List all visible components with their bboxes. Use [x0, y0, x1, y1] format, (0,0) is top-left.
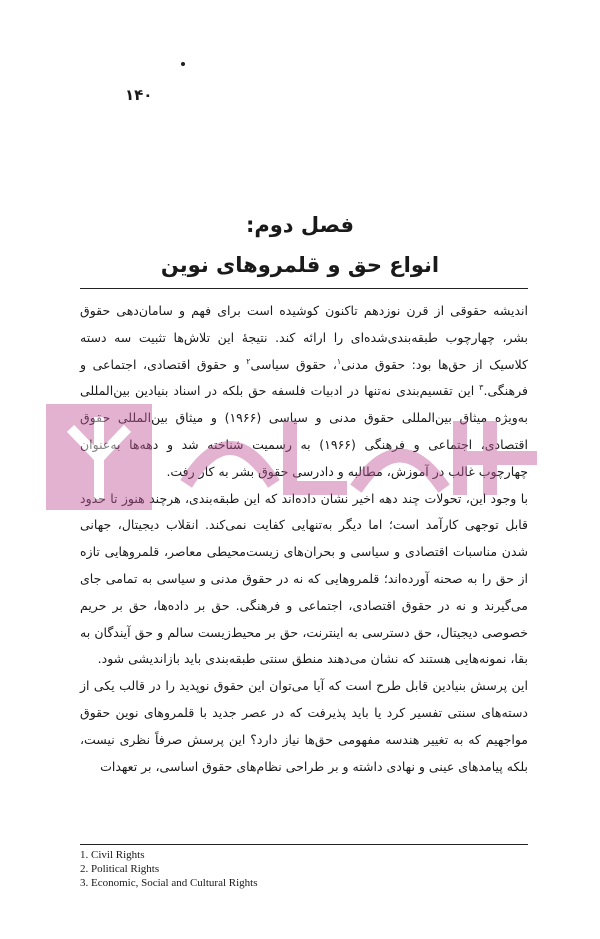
- footnote-ref-3: ۳: [479, 383, 484, 393]
- chapter-label: فصل دوم:: [245, 213, 355, 237]
- page-number: ۱۴۰: [125, 86, 153, 104]
- chapter-heading: [0, 208, 600, 282]
- heading-divider: [80, 288, 528, 289]
- footnotes: [80, 848, 528, 890]
- footnote-ref-2: ۲: [246, 356, 251, 366]
- footnote-ref-1: ۱: [336, 356, 342, 366]
- footnote-3: 3. Economic, Social and Cultural Rights: [80, 877, 258, 889]
- footnote-divider: [80, 844, 528, 845]
- paragraph-3: این پرسش بنیادین قابل طرح است که آیا می‌توان این حقوق نوپدید را در قالب یکی از دسته‌های سنتی تفسیر کرد یا باید پذیرفت که در عصر جدید با قلمروهای نوین حقوق مواجهیم که به تغییر هندسه مفهومی حق‌ها نیاز دارد؟ این پرسش صرفاً نظری نیست، بلکه پیامدهای عینی و نهادی داشته و بر طراحی نظام‌های حقوق اساسی، بر تعهدات: [80, 678, 528, 774]
- paragraph-1: اندیشه حقوقی از قرن نوزدهم تاکنون کوشیده است برای فهم و سامان‌دهی حقوق بشر، چهارچوب طبقه‌بندی‌شده‌ای را ارائه کند. نتیجهٔ این تلاش‌ها تثبیت سه دسته کلاسیک از حق‌ها بود: حقوق مدنی$^۱$، حقوق سیاسی$^۲$ و حقوق اقتصادی، اجتماعی و فرهنگی.$^۳$ این تقسیم‌بندی نه‌تنها در ادبیات فلسفه حق بلکه در اسناد بنیادین بین‌المللی به‌ویژه میثاق بین‌المللی حقوق مدنی و سیاسی (۱۹۶۶) و میثاق بین‌المللی حقوق اقتصادی، اجتماعی و فرهنگی (۱۹۶۶) به رسمیت شناخته شد و دهه‌ها به‌عنوان چهارچوب غالب در آموزش، مطالبه و دادرسی حقوق بشر به کار رفت.: [80, 303, 528, 479]
- footnote-1: 1. Civil Rights: [80, 849, 145, 861]
- ink-dot: [181, 62, 185, 66]
- footnote-2: 2. Political Rights: [80, 863, 160, 875]
- paragraph-2: با وجود این، تحولات چند دهه اخیر نشان داده‌اند که این طبقه‌بندی، هرچند هنوز تا حدود قابل توجهی کارآمد است؛ اما دیگر به‌تنهایی کفایت نمی‌کند. انقلاب دیجیتال، جهانی شدن مناسبات اقتصادی و سیاسی و بحران‌های زیست‌محیطی معاصر، قلمروهایی تازه از حق را به صحنه آورده‌اند؛ قلمروهایی که نه در حقوق مدنی و سیاسی به تمامی جای می‌گیرند و نه در حقوق اقتصادی، اجتماعی و فرهنگی. حق بر داده‌ها، حق بر حریم خصوصی دیجیتال، حق دسترسی به اینترنت، حق بر محیط‌زیست سالم و حق آیندگان به بقا، نمونه‌هایی هستند که نشان می‌دهند منطق سنتی طبقه‌بندی باید بازاندیشی شود.: [80, 490, 528, 667]
- body-text: [80, 298, 528, 780]
- chapter-title: انواع حق و قلمروهای نوین: [160, 253, 440, 277]
